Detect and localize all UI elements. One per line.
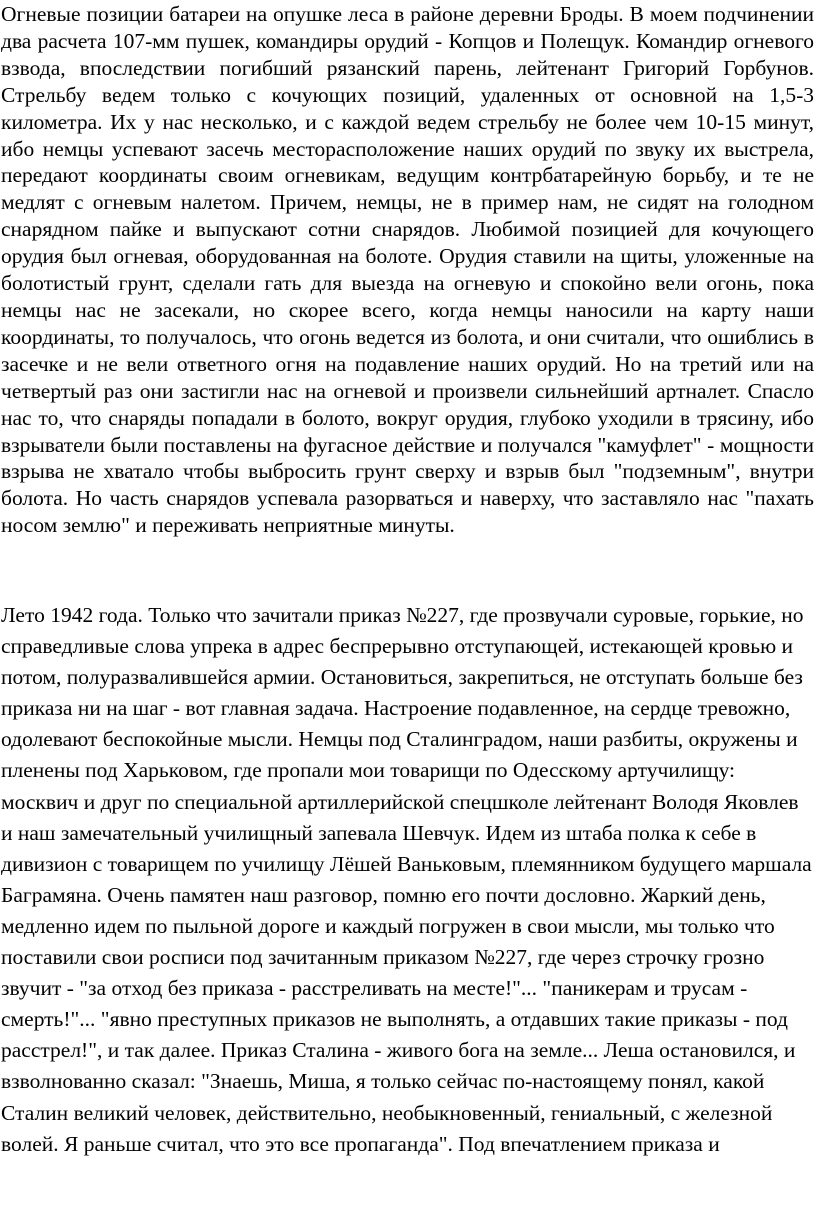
paragraph-artillery-positions: Огневые позиции батареи на опушке леса в районе деревни Броды. В моем подчинении два расчета 107-мм пушек, командиры орудий - Копцов и Полещук. Командир огневого взвода, впоследствии погибший рязанский парень, лейтенант Григорий Горбунов. Стрельбу ведем только с кочующих позиций, удаленных от основной на 1,5-3 километра. Их у нас несколько, и с каждой ведем стрельбу не более чем 10-15 минут, ибо немцы успевают засечь месторасположение наших орудий по звуку их выстрела, передают координаты своим огневикам, ведущим контрбатарейную борьбу, и те не медлят с огневым налетом. Причем, немцы, не в пример нам, не сидят на голодном снарядном пайке и выпускают сотни снарядов. Любимой позицией для кочующего орудия был огневая, оборудованная на болоте. Орудия ставили на щиты, уложенные на болотистый грунт, сделали гать для выезда на огневую и спокойно вели огонь, пока немцы нас не засекали, но скорее всего, когда немцы наносили на карту наши координаты, то получалось, что огонь ведется из болота, и они считали, что ошиблись в засечке и не вели ответного огня на подавление наших орудий. Но на третий или на четвертый раз они застигли нас на огневой и произвели сильнейший артналет. Спасло нас то, что снаряды попадали в болото, вокруг орудия, глубоко уходили в трясину, ибо взрыватели были поставлены на фугасное действие и получался "камуфлет" - мощности взрыва не хватало чтобы выбросить грунт сверху и взрыв был "подземным", внутри болота. Но часть снарядов успевала разорваться и наверху, что заставляло нас "пахать носом землю" и переживать неприятные минуты. bbox=[1, 2, 814, 538]
paragraph-order-227: Лето 1942 года. Только что зачитали приказ №227, где прозвучали суровые, горькие, но справедливые слова упрека в адрес беспрерывно отступающей, истекающей кровью и потом, полуразвалившейся армии. Остановиться, закрепиться, не отступать больше без приказа ни на шаг - вот главная задача. Настроение подавленное, на сердце тревожно, одолевают беспокойные мысли. Немцы под Сталинградом, наши разбиты, окружены и пленены под Харьковом, где пропали мои товарищи по Одесскому артучилищу: москвич и друг по специальной артиллерийской спецшколе лейтенант Володя Яковлев и наш замечательный училищный запевала Шевчук. Идем из штаба полка к себе в дивизион с товарищем по училищу Лёшей Ваньковым, племянником будущего маршала Баграмяна. Очень памятен наш разговор, помню его почти дословно. Жаркий день, медленно идем по пыльной дороге и каждый погружен в свои мысли, мы только что поставили свои росписи под зачитанным приказом №227, где через строчку грозно звучит - "за отход без приказа - расстреливать на месте!"... "паникерам и трусам - смерть!"... "явно преступных приказов не выполнять, а отдавших такие приказы - под расстрел!", и так далее. Приказ Сталина - живого бога на земле... Леша остановился, и взволнованно сказал: "Знаешь, Миша, я только сейчас по-настоящему понял, какой Сталин великий человек, действительно, необыкновенный, гениальный, с железной волей. Я раньше считал, что это все пропаганда". Под впечатлением приказа и bbox=[1, 603, 812, 1156]
